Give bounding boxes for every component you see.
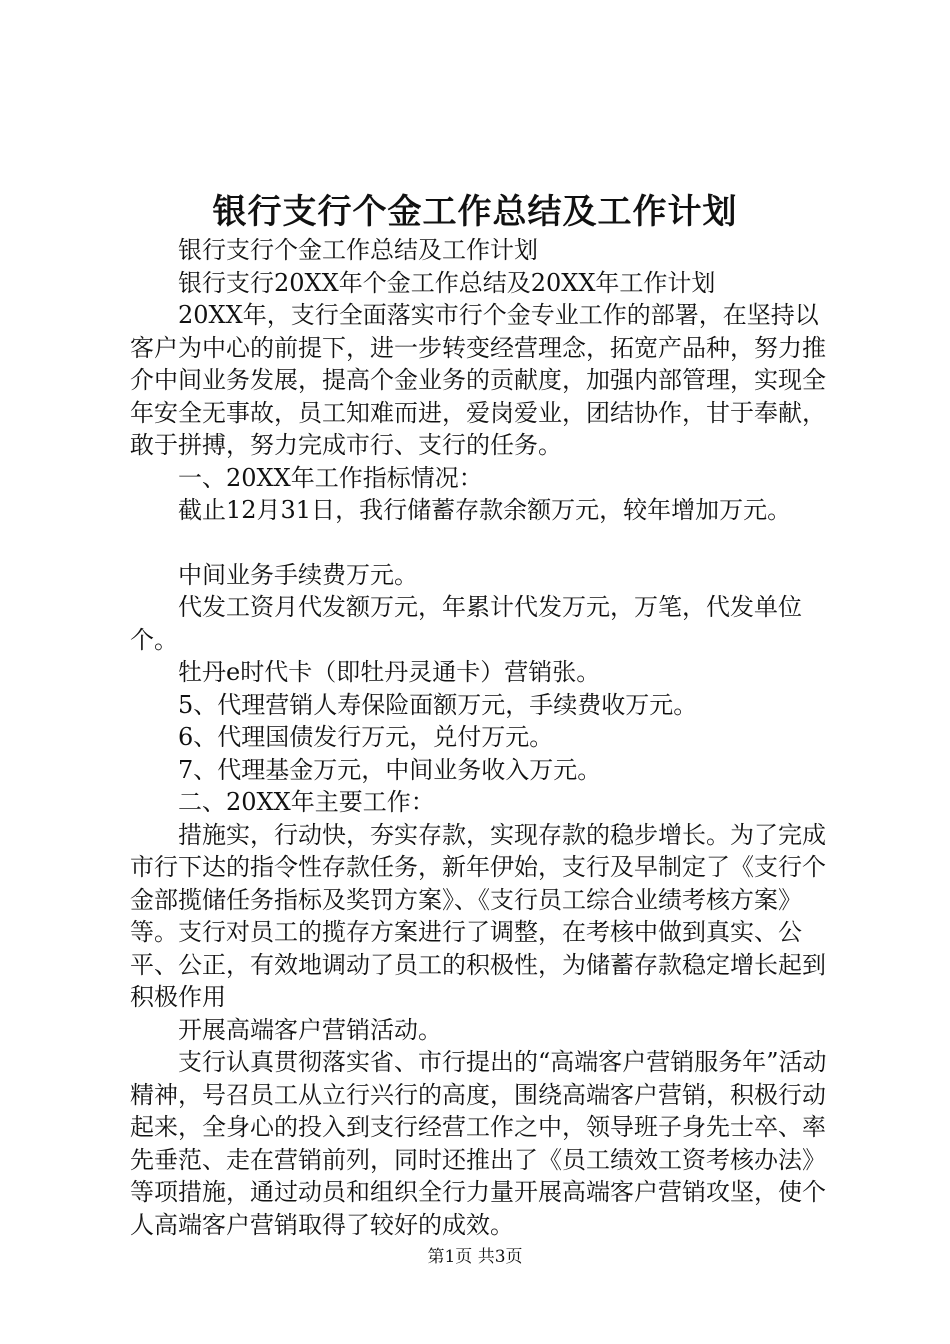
paragraph-high-end: 支行认真贯彻落实省、市行提出的“高端客户营销服务年”活动精神，号召员工从立行兴行的高度，围绕高端客户营销，积极行动起来，全身心的投入到支行经营工作之中，领导班子身先士卒、率先垂范、走在营销前列，同时还推出了《员工绩效工资考核办法》等项措施，通过动员和组织全行力量开展高端客户营销攻坚，使个人高端客户营销取得了较好的成效。 (130, 1048, 827, 1239)
paragraph-card: 牡丹e时代卡（即牡丹灵通卡）营销张。 (178, 658, 601, 686)
paragraph-high-end-heading: 开展高端客户营销活动。 (178, 1015, 442, 1044)
document-body (130, 234, 842, 1241)
paragraph-intro: 20XX年，支行全面落实市行个金专业工作的部署，在坚持以客户为中心的前提下，进一步转变经营理念，拓宽产品种，努力推介中间业务发展，提高个金业务的贡献度，加强内部管理，实现全年安全无事故，员工知难而进，爱岗爱业，团结协作，甘于奉献，敢于拼搏，努力完成市行、支行的任务。 (130, 301, 826, 459)
document-title: 银行支行个金工作总结及工作计划 (212, 192, 738, 232)
paragraph-measures: 措施实，行动快，夯实存款，实现存款的稳步增长。为了完成市行下达的指令性存款任务，新年伊始，支行及早制定了《支行个金部揽储任务指标及奖罚方案》、《支行员工综合业绩考核方案》等。支行对员工的揽存方案进行了调整，在考核中做到真实、公平、公正，有效地调动了员工的积极性，为储蓄存款稳定增长起到积极作用 (130, 820, 826, 1011)
page-number: 第1页 共3页 (427, 1247, 523, 1267)
paragraph-subtitle: 银行支行20XX年个金工作总结及20XX年工作计划 (178, 268, 716, 297)
paragraph-insurance: 5、代理营销人寿保险面额万元，手续费收万元。 (178, 690, 698, 719)
paragraph-payroll: 代发工资月代发额万元，年累计代发万元，万笔，代发单位个。 (130, 593, 802, 654)
paragraph-funds: 7、代理基金万元，中间业务收入万元。 (178, 755, 602, 784)
paragraph-heading-repeat: 银行支行个金工作总结及工作计划 (178, 236, 538, 264)
paragraph-bonds: 6、代理国债发行万元，兑付万元。 (178, 723, 554, 751)
section-heading-2: 二、20XX年主要工作： (178, 788, 435, 816)
section-heading-1: 一、20XX年工作指标情况： (178, 463, 483, 492)
paragraph-deposits: 截止12月31日，我行储蓄存款余额万元，较年增加万元。 (178, 496, 792, 524)
paragraph-fees: 中间业务手续费万元。 (178, 560, 418, 589)
